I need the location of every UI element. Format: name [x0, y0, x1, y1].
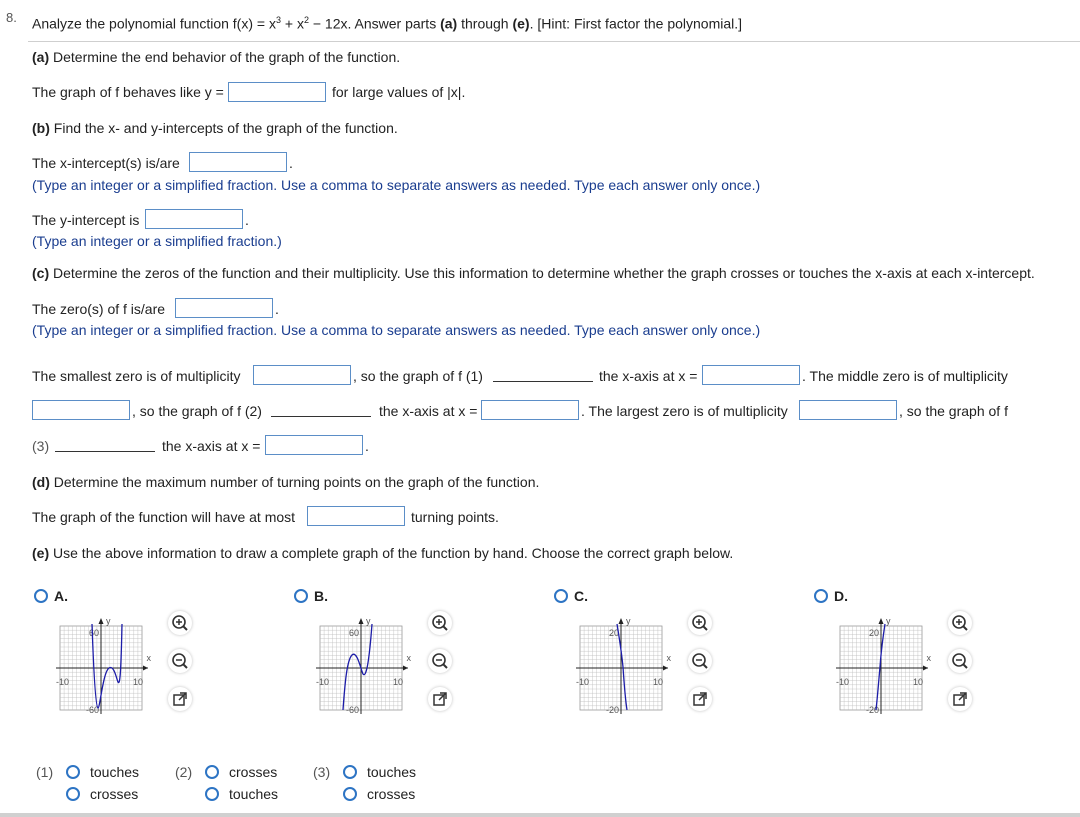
y-axis-label: y — [106, 616, 111, 626]
y-max-tick-label: 60 — [348, 628, 359, 638]
y-max-tick-label: 20 — [868, 628, 879, 638]
zoom-in-icon[interactable] — [428, 611, 452, 635]
option-b-radio[interactable] — [294, 589, 308, 603]
middle-zero-label: . The middle zero is of multiplicity — [802, 368, 1008, 384]
choice-2-touches-radio[interactable] — [205, 787, 219, 801]
zoom-out-icon[interactable] — [688, 649, 712, 673]
zoom-in-icon[interactable] — [948, 611, 972, 635]
option-c-label: C. — [574, 588, 588, 604]
x-intercept-hint: (Type an integer or a simplified fraction. Use a comma to separate answers as needed. Type each answer only once.) — [32, 177, 761, 193]
y-min-tick-label: -20 — [865, 705, 879, 715]
question-number: 8. — [6, 10, 17, 25]
zoom-out-icon[interactable] — [168, 649, 192, 673]
option-a-graph[interactable] — [56, 616, 151, 715]
smallest-zero-x-input[interactable] — [702, 365, 800, 385]
y-axis-arrow — [359, 618, 364, 624]
choice-3-touches-radio[interactable] — [343, 765, 357, 779]
x-intercept-input[interactable] — [189, 152, 287, 172]
choice-2-crosses-label: crosses — [229, 764, 278, 780]
option-d-radio[interactable] — [814, 589, 828, 603]
period: . — [275, 301, 279, 317]
option-d-label: D. — [834, 588, 848, 604]
choice-1-touches-label: touches — [90, 764, 140, 780]
x-axis-arrow — [143, 666, 148, 671]
choice-2-touches-label: touches — [229, 786, 279, 802]
smallest-multiplicity-input[interactable] — [253, 365, 351, 385]
x-min-tick-label: -10 — [576, 677, 590, 687]
blank-3-number: (3) — [32, 438, 50, 454]
option-c-radio[interactable] — [554, 589, 568, 603]
y-axis-arrow — [879, 618, 884, 624]
y-axis-label: y — [626, 616, 631, 626]
x-min-tick-label: -10 — [836, 677, 850, 687]
zeros-input[interactable] — [175, 298, 273, 318]
x-axis-arrow — [663, 666, 668, 671]
x-min-tick-label: -10 — [56, 677, 70, 687]
end-behavior-input[interactable] — [228, 82, 326, 102]
question-prompt: Analyze the polynomial function $f(x) = x^3 + x^2 - 12x$. Answer parts (a) through (e). [Hint: First factor the polynomial.] — [32, 15, 743, 32]
enlarge-icon[interactable] — [688, 687, 712, 711]
option-b-graph[interactable] — [316, 616, 411, 715]
option-c-graph[interactable] — [576, 616, 671, 715]
blank-2-select[interactable] — [271, 416, 371, 417]
y-min-tick-label: -60 — [85, 705, 99, 715]
y-max-tick-label: 60 — [88, 628, 99, 638]
choice-1-number: (1) — [36, 764, 54, 780]
largest-zero-label: . The largest zero is of multiplicity — [581, 403, 788, 419]
middle-multiplicity-input[interactable] — [32, 400, 130, 420]
so-graph-2-label: , so the graph of f (2) — [132, 403, 262, 419]
y-min-tick-label: -20 — [605, 705, 619, 715]
x-axis-label: x — [666, 653, 671, 663]
part-a-heading: (a) Determine the end behavior of the graph of the function. — [32, 49, 401, 65]
option-a-radio[interactable] — [34, 589, 48, 603]
choice-2-number: (2) — [175, 764, 193, 780]
x-max-tick-label: 10 — [912, 677, 923, 687]
zoom-in-icon[interactable] — [168, 611, 192, 635]
x-axis-label: x — [926, 653, 931, 663]
period: . — [365, 438, 369, 454]
axis-at-label: the x-axis at x = — [599, 368, 698, 384]
y-axis-arrow — [619, 618, 624, 624]
largest-multiplicity-input[interactable] — [799, 400, 897, 420]
x-max-tick-label: 10 — [652, 677, 663, 687]
so-graph-3-label: , so the graph of f — [899, 403, 1008, 419]
axis-at-label: the x-axis at x = — [379, 403, 478, 419]
option-b-label: B. — [314, 588, 328, 604]
period: . — [245, 212, 249, 228]
y-intercept-label: The y-intercept is — [32, 212, 140, 228]
zoom-in-icon[interactable] — [688, 611, 712, 635]
y-intercept-input[interactable] — [145, 209, 243, 229]
y-axis-label: y — [366, 616, 371, 626]
x-max-tick-label: 10 — [132, 677, 143, 687]
choice-3-touches-label: touches — [367, 764, 417, 780]
axis-at-label: the x-axis at x = — [162, 438, 261, 454]
part-e-heading: (e) Use the above information to draw a complete graph of the function by hand. Choose the correct graph below. — [32, 545, 734, 561]
zoom-out-icon[interactable] — [948, 649, 972, 673]
y-axis-arrow — [99, 618, 104, 624]
largest-zero-x-input[interactable] — [265, 435, 363, 455]
x-intercept-label: The x-intercept(s) is/are — [32, 155, 180, 171]
zeros-hint: (Type an integer or a simplified fraction. Use a comma to separate answers as needed. Type each answer only once.) — [32, 322, 761, 338]
part-d-heading: (d) Determine the maximum number of turning points on the graph of the function. — [32, 474, 540, 490]
option-a-label: A. — [54, 588, 68, 604]
x-axis-label: x — [406, 653, 411, 663]
x-min-tick-label: -10 — [316, 677, 330, 687]
y-intercept-hint: (Type an integer or a simplified fraction.) — [32, 233, 282, 249]
enlarge-icon[interactable] — [428, 687, 452, 711]
option-d-graph[interactable] — [836, 616, 931, 715]
y-min-tick-label: -60 — [345, 705, 359, 715]
header-divider — [28, 41, 1080, 42]
middle-zero-x-input[interactable] — [481, 400, 579, 420]
part-a-line-before: The graph of f behaves like y = — [32, 84, 224, 100]
part-c-heading: (c) Determine the zeros of the function and their multiplicity. Use this information to determine whether the graph crosses or touches the x-axis at each x-intercept. — [32, 265, 1035, 281]
x-max-tick-label: 10 — [392, 677, 403, 687]
zeros-label: The zero(s) of f is/are — [32, 301, 166, 317]
x-axis-label: x — [146, 653, 151, 663]
choice-2-crosses-radio[interactable] — [205, 765, 219, 779]
turning-points-after: turning points. — [411, 509, 499, 525]
part-a-line-after: for large values of |x|. — [332, 84, 466, 100]
blank-1-select[interactable] — [493, 381, 593, 382]
enlarge-icon[interactable] — [948, 687, 972, 711]
x-axis-arrow — [403, 666, 408, 671]
turning-points-before: The graph of the function will have at most — [32, 509, 296, 525]
y-max-tick-label: 20 — [608, 628, 619, 638]
choice-3-crosses-radio[interactable] — [343, 787, 357, 801]
turning-points-input[interactable] — [307, 506, 405, 526]
choice-1-crosses-radio[interactable] — [66, 787, 80, 801]
smallest-zero-label: The smallest zero is of multiplicity — [32, 368, 241, 384]
blank-3-select[interactable] — [55, 451, 155, 452]
zoom-out-icon[interactable] — [428, 649, 452, 673]
choice-1-crosses-label: crosses — [90, 786, 139, 802]
x-axis-arrow — [923, 666, 928, 671]
enlarge-icon[interactable] — [168, 687, 192, 711]
choice-1-touches-radio[interactable] — [66, 765, 80, 779]
part-b-heading: (b) Find the x- and y-intercepts of the graph of the function. — [32, 120, 398, 136]
bottom-divider — [0, 813, 1080, 817]
choice-3-crosses-label: crosses — [367, 786, 416, 802]
choice-3-number: (3) — [313, 764, 331, 780]
y-axis-label: y — [886, 616, 891, 626]
so-graph-1-label: , so the graph of f (1) — [353, 368, 483, 384]
period: . — [289, 155, 293, 171]
